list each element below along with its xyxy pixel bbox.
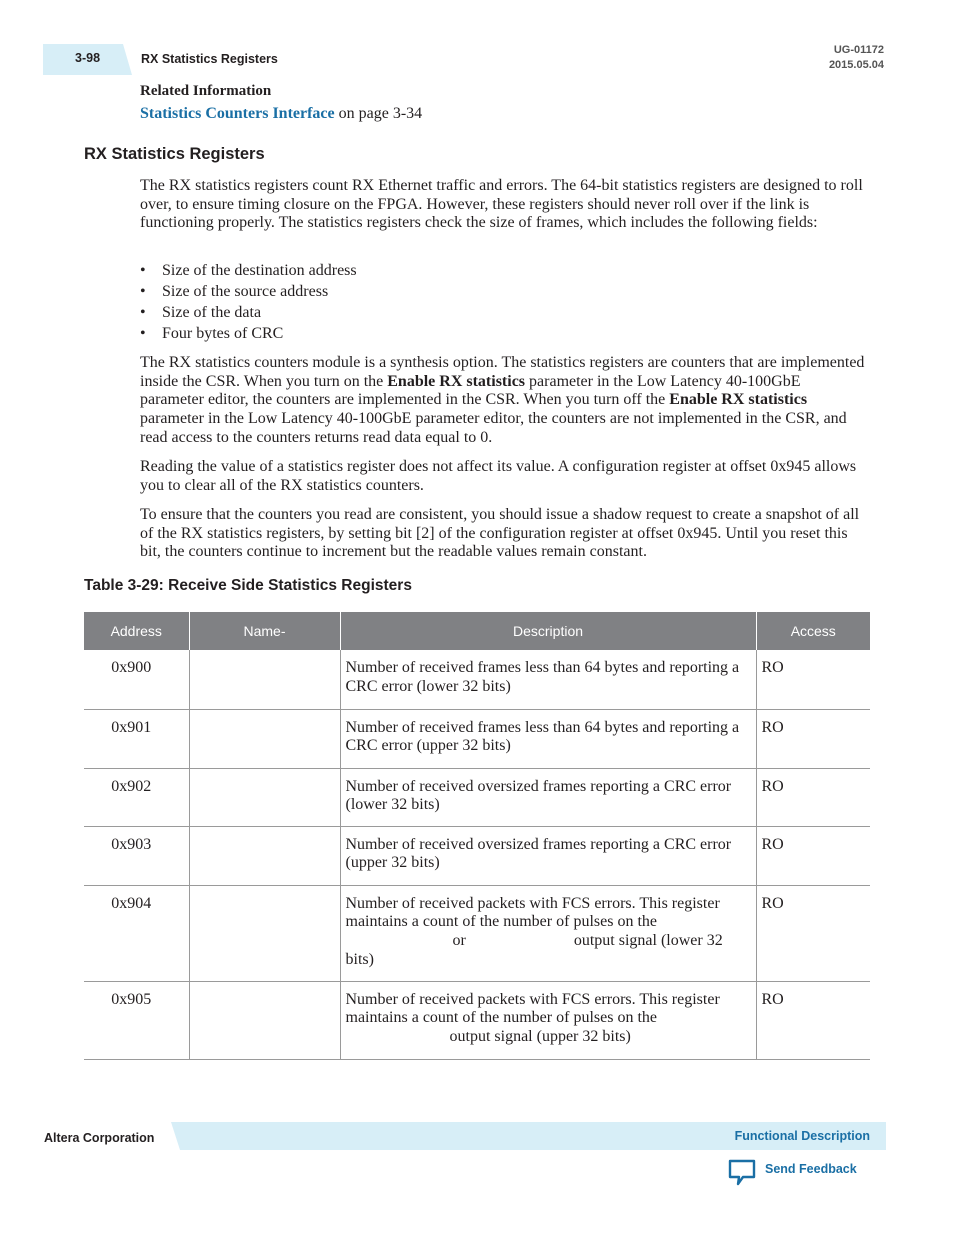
shadow-request-paragraph: To ensure that the counters you read are consistent, you should issue a shadow request to create a snapshot of all of the RX statistics registers, by setting bit [2] of the configuration register at offset 0x945. Until you reset this bit, the counters continue to increment but the readable values remain constant. [140,506,860,561]
address-cell: 0x903 [84,826,189,885]
running-header-title: RX Statistics Registers [141,52,278,66]
column-header-access: Access [756,612,870,650]
section-title: RX Statistics Registers [84,145,265,163]
clear-counters-paragraph: Reading the value of a statistics register does not affect its value. A configuration register at offset 0x945 allows you to clear all of the RX statistics counters. [140,458,857,494]
table-row [84,768,870,826]
access-cell: RO [756,826,870,885]
text-run: The RX statistics counters module is a synthesis option. The statistics registers are counters that are implemented inside the CSR. When you turn on the [140,354,865,390]
related-info-heading: Related Information [140,83,272,99]
list-item: • Four bytes of CRC [140,325,840,346]
frame-field-list [140,262,840,346]
related-info-line [140,105,422,123]
synthesis-option-paragraph [140,354,868,448]
address-cell: 0x904 [84,885,189,981]
page-number: 3-98 [75,51,101,65]
table-row [84,650,870,709]
parameter-name: Enable RX statistics [387,372,526,390]
send-feedback-link[interactable]: Send Feedback [765,1162,857,1176]
parameter-name: Enable RX statistics [669,391,808,409]
functional-description-link[interactable]: Functional Description [734,1129,870,1143]
table-row [84,709,870,768]
list-item: • Size of the source address [140,283,840,304]
description-cell [340,981,756,1059]
list-item: • Size of the data [140,304,840,325]
description-text: output signal (upper 32 bits) [449,1027,631,1045]
access-cell: RO [756,885,870,981]
text-run: parameter in the Low Latency 40-100GbE parameter editor, the counters are not implemented in the CSR, and read access to the counters returns read data equal to 0. [140,410,847,446]
related-link-suffix: on page 3-34 [334,105,423,122]
receive-statistics-table [84,612,870,1060]
name-cell [189,885,340,981]
name-cell [189,981,340,1059]
description-cell: Number of received frames less than 64 bytes and reporting a CRC error (lower 32 bits) [340,650,756,709]
speech-bubble-icon[interactable] [727,1157,757,1187]
table-row [84,981,870,1059]
description-text: Number of received packets with FCS errors. This register maintains a count of the number of pulses on the [345,894,720,931]
address-cell: 0x902 [84,768,189,826]
description-cell [340,885,756,981]
address-cell: 0x901 [84,709,189,768]
name-cell [189,768,340,826]
column-header-name: Name- [189,612,340,650]
description-cell: Number of received oversized frames reporting a CRC error (lower 32 bits) [340,768,756,826]
statistics-counters-interface-link[interactable]: Statistics Counters Interface [140,105,335,122]
column-header-address: Address [84,612,189,650]
document-id-block [829,43,884,73]
table-row [84,885,870,981]
intro-paragraph: The RX statistics registers count RX Ethernet traffic and errors. The 64-bit statistics registers are designed to roll over, to ensure timing closure on the FPGA. However, these registers should never roll over if the link is functioning properly. The statistics registers check the size of frames, which includes the following fields: [140,177,863,232]
column-header-description: Description [340,612,756,650]
address-cell: 0x900 [84,650,189,709]
description-text: output signal (lower 32 bits) [345,931,723,968]
table-row [84,826,870,885]
document-date: 2015.05.04 [828,59,884,71]
description-text: or [452,931,466,949]
access-cell: RO [756,768,870,826]
name-cell [189,826,340,885]
access-cell: RO [756,981,870,1059]
description-cell: Number of received oversized frames reporting a CRC error (upper 32 bits) [340,826,756,885]
name-cell [189,709,340,768]
company-name: Altera Corporation [44,1131,155,1145]
description-cell: Number of received frames less than 64 bytes and reporting a CRC error (upper 32 bits) [340,709,756,768]
access-cell: RO [756,650,870,709]
description-text: Number of received packets with FCS errors. This register maintains a count of the number of pulses on the [345,990,720,1027]
table-caption: Table 3-29: Receive Side Statistics Registers [84,577,412,594]
access-cell: RO [756,709,870,768]
text-run: parameter in the Low Latency 40-100GbE parameter editor, the counters are implemented in the CSR. When you turn off the [140,372,801,409]
document-id: UG-01172 [833,44,884,56]
list-item: • Size of the destination address [140,262,840,283]
name-cell [189,650,340,709]
table-header-row [84,612,870,650]
address-cell: 0x905 [84,981,189,1059]
